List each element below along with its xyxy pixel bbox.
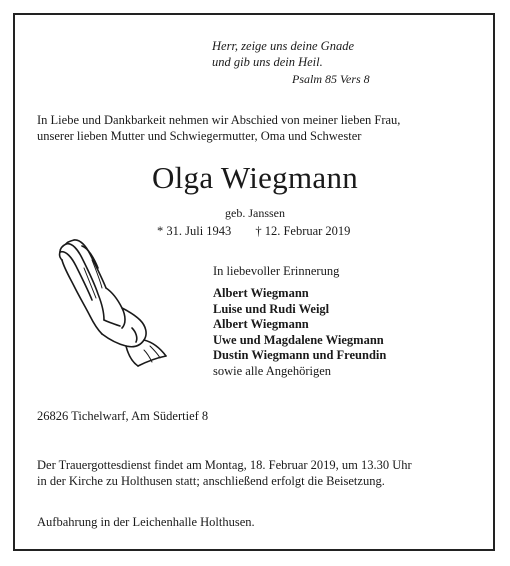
laying-out-info: Aufbahrung in der Leichenhalle Holthusen. [37,515,255,529]
intro-text [37,112,400,144]
funeral-service-info [37,457,412,489]
mourner-name: Albert Wiegmann [213,286,309,300]
maiden-name: geb. Janssen [225,206,285,220]
intro-line-2: unserer lieben Mutter und Schwiegermutter, Oma und Schwester [37,129,362,143]
mourner-name: Albert Wiegmann [213,317,309,332]
birth-date: * 31. Juli 1943 [157,224,232,238]
psalm-quote [212,38,354,70]
service-line-2: in der Kirche zu Holthusen statt; anschließend erfolgt die Beisetzung. [37,474,385,488]
intro-line-1: In Liebe und Dankbarkeit nehmen wir Abschied von meiner lieben Frau, [37,113,401,127]
memory-heading: In liebevoller Erinnerung [213,264,340,278]
psalm-line-2: und gib uns dein Heil. [212,55,323,69]
praying-hands-icon [52,238,170,368]
family-address: 26826 Tichelwarf, Am Südertief 8 [37,409,209,423]
mourners-closing: sowie alle Angehörigen [213,363,332,378]
mourner-name: Luise und Rudi Weigl [213,301,330,316]
psalm-reference: Psalm 85 Vers 8 [292,72,370,86]
mourner-name: Uwe und Magdalene Wiegmann [213,332,384,347]
mourners-list [213,286,386,380]
psalm-line-1: Herr, zeige uns deine Gnade [212,39,354,53]
service-line-1: Der Trauergottesdienst findet am Montag, 18. Februar 2019, um 13.30 Uhr [37,458,412,472]
deceased-name: Olga Wiegmann [151,160,359,195]
mourner-name: Dustin Wiegmann und Freundin [213,348,387,363]
life-dates [157,224,350,239]
death-date: † 12. Februar 2019 [255,224,351,238]
